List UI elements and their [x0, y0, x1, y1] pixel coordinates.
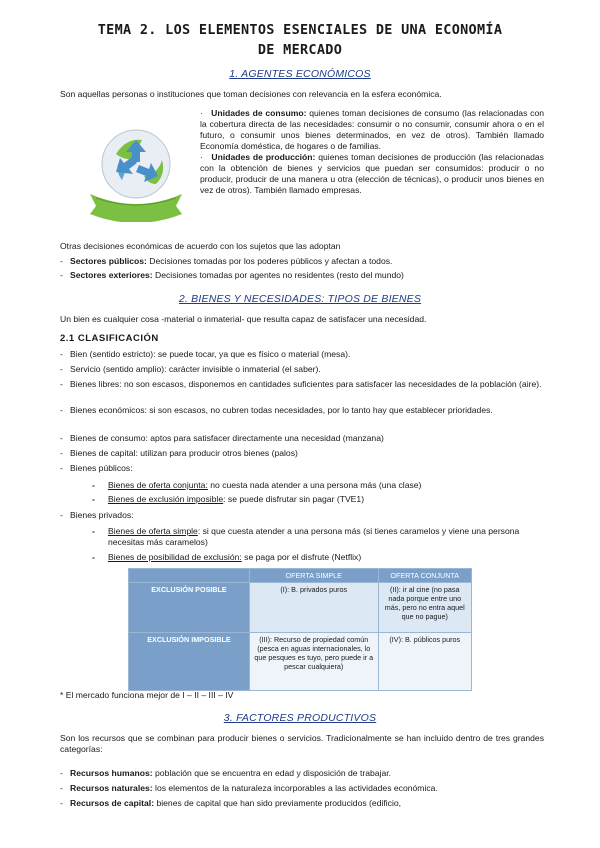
- table-cell: (I): B. privados puros: [250, 583, 379, 633]
- list-item: - Bienes económicos: si son escasos, no cubren todas necesidades, por lo tanto hay que establecer prioridades.: [60, 405, 493, 415]
- row-header-exclusion-posible: EXCLUSIÓN POSIBLE: [129, 583, 250, 633]
- title-line-2: DE MERCADO: [257, 42, 343, 58]
- sub-list-item: - Bienes de oferta simple: si que cuesta atender a una persona más (si tienes caramelos y viene una persona necesitas más caramelos): [92, 526, 520, 547]
- sectores-publicos: - Sectores públicos: Decisiones tomadas por los poderes públicos y afectan a todos.: [60, 256, 393, 266]
- title-line-1: TEMA 2. LOS ELEMENTOS ESENCIALES DE UNA ECONOMÍA: [97, 22, 503, 38]
- produccion-term: Unidades de producción:: [211, 152, 316, 162]
- sectores-exteriores: - Sectores exteriores: Decisiones tomadas por agentes no residentes (resto del mundo): [60, 270, 404, 280]
- section-2-intro: Un bien es cualquier cosa -material o inmaterial- que resulta capaz de satisfacer una necesidad.: [60, 314, 427, 324]
- table-cell: (III): Recurso de propiedad común (pesca en aguas internacionales, lo que pesques es tuyo, pero puede ir a pescar cualquiera): [250, 633, 379, 691]
- list-item: - Recursos humanos: población que se encuentra en edad y disposición de trabajar.: [60, 768, 392, 778]
- section-3-intro: Son los recursos que se combinan para producir bienes o servicios. Tradicionalmente se han incluido dentro de tres grandes categorías:: [60, 733, 544, 754]
- section-3-heading: 3. FACTORES PRODUCTIVOS: [223, 712, 377, 724]
- sub-list-item: - Bienes de exclusión imposible: se puede disfrutar sin pagar (TVE1): [92, 494, 365, 504]
- goods-classification-table: [128, 568, 472, 691]
- otras-decisiones: Otras decisiones económicas de acuerdo con los sujetos que las adoptan: [60, 241, 341, 251]
- list-item: - Bienes de consumo: aptos para satisfacer directamente una necesidad (manzana): [60, 433, 384, 443]
- market-note: * El mercado funciona mejor de I – II – III – IV: [60, 690, 234, 700]
- section-2-heading: 2. BIENES Y NECESIDADES: TIPOS DE BIENES: [178, 293, 422, 305]
- unidades-consumo: · Unidades de consumo: quienes toman decisiones de consumo (las relacionadas con la cobertura directa de las necesidades: consumir o no consumir, consumir ahora o en el futuro, o consumir unos bienes determinados, en vez de otros). También llamado Economía doméstica, de hogares o de familias.: [200, 108, 545, 151]
- row-header-exclusion-imposible: EXCLUSIÓN IMPOSIBLE: [129, 633, 250, 691]
- subsection-2-1-heading: 2.1 CLASIFICACIÓN: [60, 333, 159, 344]
- table-cell: (II): ir al cine (no pasa nada porque entre uno más, pero no entra aquel que no pague): [378, 583, 472, 633]
- unidades-produccion: · Unidades de producción: quienes toman decisiones de producción (las relacionadas con la obtención de bienes y servicios que puedan ser consumidos: producir o no producir, producir de una manera u otra (elección de técnicas), o producir unos bienes en vez de otros). También llamado empresas.: [200, 152, 544, 195]
- col-header-oferta-conjunta: OFERTA CONJUNTA: [378, 569, 472, 583]
- consumo-term: Unidades de consumo:: [211, 108, 307, 118]
- table-cell: (IV): B. públicos puros: [378, 633, 472, 691]
- col-header-oferta-simple: OFERTA SIMPLE: [250, 569, 379, 583]
- consumo-text: quienes toman decisiones de consumo (las relacionadas con la cobertura directa de las necesidades: consumir o no consumir, consumir ahora o en el futuro, o consumir unos bienes determinados, en vez de otros). También llamado Economía doméstica, de hogares o de familias.: [200, 108, 545, 151]
- produccion-text: quienes toman decisiones de producción (las relacionadas con la obtención de bienes y servicios que puedan ser consumidos: producir o no producir, producir de una manera u otra (elección de técnicas), o producir unos bienes en vez de otros). También llamado empresas.: [200, 152, 544, 195]
- page-title: [40, 20, 560, 60]
- list-item: - Recursos naturales: los elementos de la naturaleza incorporables a las actividades económica.: [60, 783, 438, 793]
- sub-list-item: - Bienes de oferta conjunta: no cuesta nada atender a una persona más (una clase): [92, 480, 422, 490]
- recycle-globe-icon: [82, 110, 190, 222]
- list-item: - Bienes de capital: utilizan para producir otros bienes (palos): [60, 448, 298, 458]
- list-item: - Servicio (sentido amplio): carácter invisible o inmaterial (el saber).: [60, 364, 321, 374]
- sub-list-item: - Bienes de posibilidad de exclusión: se paga por el disfrute (Netflix): [92, 552, 362, 562]
- list-item: - Bienes públicos:: [60, 463, 133, 473]
- section-1-intro: Son aquellas personas o instituciones que toman decisiones con relevancia en la esfera económica.: [60, 89, 442, 99]
- list-item: - Bien (sentido estricto): se puede tocar, ya que es físico o material (mesa).: [60, 349, 351, 359]
- list-item: - Bienes libres: no son escasos, disponemos en cantidades suficientes para satisfacer las necesidades de la población (aire).: [60, 379, 542, 389]
- list-item: - Recursos de capital: bienes de capital que han sido previamente producidos (edificio,: [60, 798, 402, 808]
- section-1-heading: 1. AGENTES ECONÓMICOS: [229, 68, 371, 80]
- agents-text: [200, 108, 544, 196]
- list-item: - Bienes privados:: [60, 510, 134, 520]
